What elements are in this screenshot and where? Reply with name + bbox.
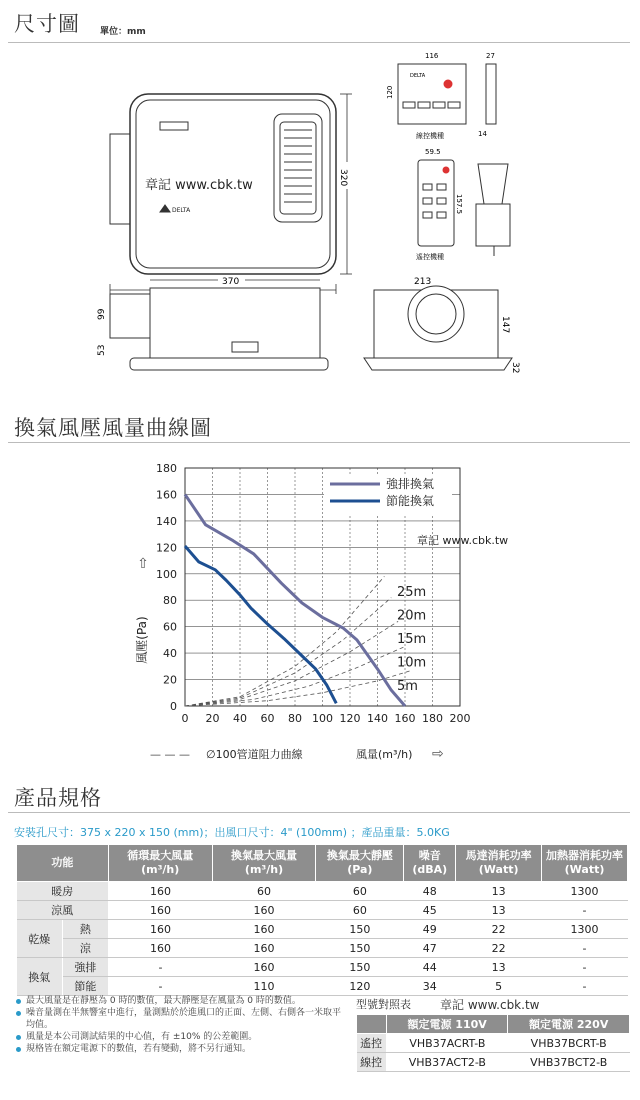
dim-320: 320 (338, 169, 348, 187)
model-header-110v: 額定電源 110V (386, 1015, 508, 1034)
dim-370: 370 (222, 277, 240, 287)
model-table (356, 1014, 630, 1072)
y-tick-label: 120 (156, 541, 177, 555)
section-divider (8, 812, 630, 813)
row-group-label: 乾燥 (17, 920, 63, 958)
table-cell: 13 (456, 958, 542, 977)
row-sub-label: 節能 (62, 977, 108, 996)
table-cell: 160 (108, 939, 212, 958)
table-cell: - (542, 958, 628, 977)
chart-watermark: 章記 www.cbk.tw (417, 534, 509, 547)
resistance-label: 5m (397, 679, 418, 694)
dim-32: 32 (510, 362, 520, 374)
y-tick-label: 180 (156, 462, 177, 475)
table-cell: 160 (108, 901, 212, 920)
y-tick-label: 80 (163, 594, 177, 608)
x-tick-label: 60 (260, 712, 275, 725)
table-cell: VHB37ACT2-B (386, 1053, 508, 1072)
unit-label: 單位：mm (100, 27, 146, 37)
table-cell: 60 (316, 901, 404, 920)
table-cell: 1300 (542, 920, 628, 939)
y-tick-label: 140 (156, 514, 177, 528)
x-tick-label: 180 (422, 712, 443, 725)
table-row (17, 882, 628, 901)
table-cell: - (108, 958, 212, 977)
y-tick-label: 20 (163, 673, 177, 687)
table-cell: 22 (456, 939, 542, 958)
table-cell: 13 (456, 882, 542, 901)
table-cell: 160 (212, 920, 316, 939)
table-cell: 150 (316, 920, 404, 939)
wired-label: 線控機種 (416, 132, 444, 140)
y-tick-label: 60 (163, 620, 177, 634)
spec-header-row (17, 845, 628, 882)
resistance-label: 20m (397, 608, 427, 624)
table-cell: 60 (316, 882, 404, 901)
table-cell: 60 (212, 882, 316, 901)
y-tick-label: 0 (170, 700, 177, 713)
x-tick-label: 140 (367, 712, 388, 725)
dim-14: 14 (478, 130, 487, 138)
row-sub-label: 熱 (62, 920, 108, 939)
table-cell: 13 (456, 901, 542, 920)
brand-logo: DELTA (172, 207, 191, 214)
table-row (357, 1053, 630, 1072)
curve-title: 換氣風壓風量曲線圖 (14, 416, 212, 440)
table-cell: VHB37ACRT-B (386, 1034, 508, 1053)
dim-99: 99 (97, 308, 107, 320)
row-label: 遙控 (357, 1034, 387, 1053)
row-label: 暖房 (17, 882, 109, 901)
dim-120: 120 (386, 85, 394, 99)
resistance-curve (185, 670, 412, 706)
header-function: 功能 (17, 845, 109, 882)
header-max-static: 換氣最大靜壓 (Pa) (316, 845, 404, 882)
row-sub-label: 涼 (62, 939, 108, 958)
header-motor-power: 馬達消耗功率 (Watt) (456, 845, 542, 882)
table-row (17, 901, 628, 920)
table-cell: 160 (108, 882, 212, 901)
legend-label: 節能換氣 (386, 494, 435, 508)
table-cell: 45 (404, 901, 456, 920)
table-row (17, 958, 628, 977)
x-axis-label: 風量(m³/h) (356, 748, 413, 761)
y-tick-label: 100 (156, 567, 177, 581)
row-sub-label: 強排 (62, 958, 108, 977)
dimension-title: 尺寸圖 (14, 12, 80, 36)
table-cell: VHB37BCRT-B (508, 1034, 630, 1053)
controller-brand: DELTA (410, 73, 426, 79)
table-cell: 49 (404, 920, 456, 939)
dimension-drawing (0, 44, 640, 384)
table-cell: 5 (456, 977, 542, 996)
table-cell: 120 (316, 977, 404, 996)
header-noise: 噪音 (dBA) (404, 845, 456, 882)
x-tick-label: 80 (288, 712, 302, 725)
resistance-curve (185, 598, 391, 706)
dim-213: 213 (414, 277, 432, 287)
x-tick-label: 0 (181, 712, 189, 725)
y-tick-label: 160 (156, 488, 177, 502)
install-info: 安裝孔尺寸：375 x 220 x 150 (mm)；出風口尺寸：4" (100mm) ；產品重量：5.0KG (14, 826, 450, 839)
up-arrow-icon: ⇧ (137, 556, 149, 572)
x-tick-label: 40 (233, 712, 247, 725)
header-heater-power: 加熱器消耗功率 (Watt) (542, 845, 628, 882)
table-cell: 160 (108, 920, 212, 939)
remote-controller (418, 160, 510, 256)
note-item: 規格皆在額定電源下的數值，若有變動，將不另行通知。 (14, 1043, 344, 1055)
table-cell: 44 (404, 958, 456, 977)
table-cell: 160 (212, 958, 316, 977)
drawing-watermark: 章記 www.cbk.tw (145, 178, 253, 193)
resistance-label: 25m (397, 585, 427, 600)
spec-notes (14, 995, 344, 1055)
dim-53: 53 (97, 344, 107, 356)
table-cell: - (542, 939, 628, 958)
note-item: 噪音量測在半無響室中進行，量測點於於進風口的正面、左側、右側各一米取平均值。 (14, 1007, 344, 1031)
row-label: 涼風 (17, 901, 109, 920)
table-row (17, 920, 628, 939)
table-cell: 150 (316, 939, 404, 958)
spec-title: 產品規格 (14, 786, 102, 810)
resistance-curve (185, 621, 398, 706)
header-max-flow-vent: 換氣最大風量 (m³/h) (212, 845, 316, 882)
dim-157-5: 157.5 (455, 194, 463, 215)
resistance-label: 10m (397, 655, 427, 671)
dim-116: 116 (425, 52, 439, 60)
table-cell: - (542, 901, 628, 920)
legend-label: 強排換氣 (386, 477, 435, 491)
dim-27: 27 (486, 52, 495, 60)
x-tick-label: 20 (205, 712, 220, 725)
table-cell: 160 (212, 901, 316, 920)
table-cell: 1300 (542, 882, 628, 901)
section-divider (8, 442, 630, 443)
table-cell: 47 (404, 939, 456, 958)
x-tick-label: 100 (312, 712, 333, 725)
remote-label: 遙控機種 (416, 253, 444, 261)
model-watermark: 章記 www.cbk.tw (440, 998, 540, 1012)
end-view (364, 286, 512, 370)
model-table-title: 型號對照表 (356, 998, 411, 1011)
spec-table (16, 844, 628, 996)
table-cell: 34 (404, 977, 456, 996)
pressure-flow-chart (0, 450, 640, 770)
table-cell: 150 (316, 958, 404, 977)
row-label: 線控 (357, 1053, 387, 1072)
note-item: 風量是本公司測試結果的中心值，有 ±10% 的公差範圍。 (14, 1031, 344, 1043)
y-axis-label: 風壓(Pa) (135, 616, 149, 664)
resistance-label: 15m (397, 632, 427, 647)
dim-147: 147 (500, 316, 510, 334)
table-cell: VHB37BCT2-B (508, 1053, 630, 1072)
table-row (17, 939, 628, 958)
table-cell: 48 (404, 882, 456, 901)
table-cell: 160 (212, 939, 316, 958)
x-tick-label: 200 (449, 712, 471, 725)
table-cell: 22 (456, 920, 542, 939)
side-view (110, 288, 328, 370)
section-divider (8, 42, 630, 43)
table-cell: - (542, 977, 628, 996)
table-cell: - (108, 977, 212, 996)
table-cell: 110 (212, 977, 316, 996)
table-row (357, 1034, 630, 1053)
model-header-220v: 額定電源 220V (508, 1015, 630, 1034)
row-group-label: 換氣 (17, 958, 63, 996)
model-header-row (357, 1015, 630, 1034)
y-tick-label: 40 (163, 647, 177, 661)
table-row (17, 977, 628, 996)
note-item: 最大風量是在靜壓為 0 時的數值，最大靜壓是在風量為 0 時的數值。 (14, 995, 344, 1007)
pipe-dash-icon: — — — (150, 748, 190, 761)
x-tick-label: 160 (394, 712, 416, 725)
right-arrow-icon: ⇨ (432, 746, 444, 762)
header-max-flow-heat: 循環最大風量 (m³/h) (108, 845, 212, 882)
dim-59-5: 59.5 (425, 148, 441, 156)
chart-legend (324, 474, 452, 514)
model-header-blank (357, 1015, 387, 1034)
x-tick-label: 120 (339, 712, 361, 725)
pipe-legend: ∅100管道阻力曲線 (206, 748, 303, 761)
